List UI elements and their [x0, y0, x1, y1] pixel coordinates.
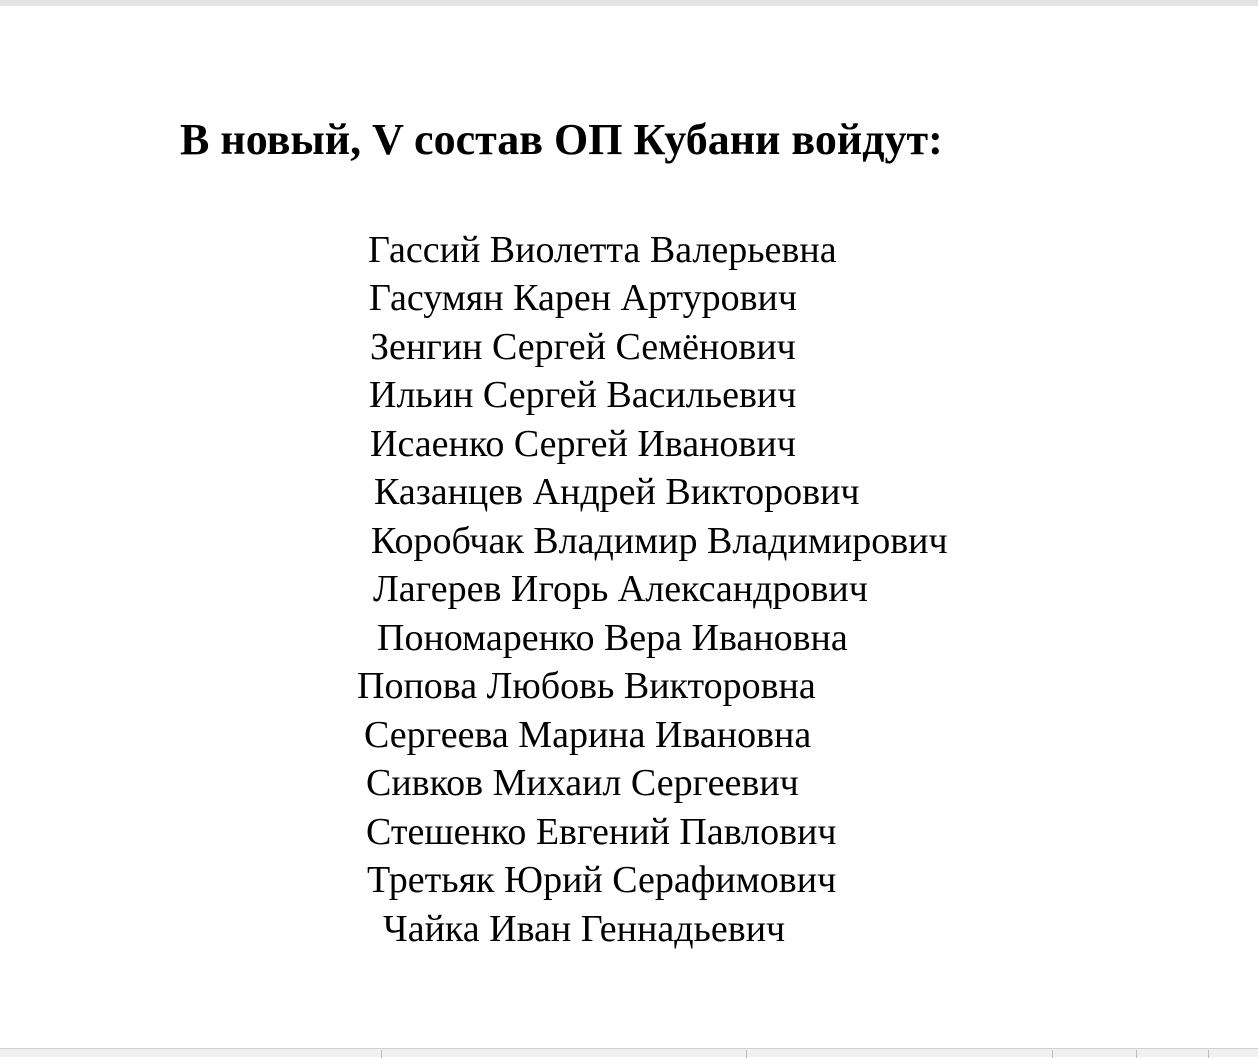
- member-name: Коробчак Владимир Владимирович: [371, 520, 948, 562]
- member-name: Сивков Михаил Сергеевич: [366, 762, 799, 804]
- member-name: Гасумян Карен Артурович: [369, 277, 797, 319]
- member-name: Третьяк Юрий Серафимович: [367, 859, 837, 901]
- member-name: Чайка Иван Геннадьевич: [383, 908, 786, 950]
- member-name: Стешенко Евгений Павлович: [366, 811, 837, 853]
- status-bar: [0, 1048, 1258, 1057]
- member-name: Пономаренко Вера Ивановна: [377, 617, 848, 659]
- member-name: Попова Любовь Викторовна: [357, 665, 816, 707]
- member-name: Исаенко Сергей Иванович: [370, 423, 796, 465]
- member-name: Зенгин Сергей Семёнович: [370, 326, 796, 368]
- document-page[interactable]: [0, 6, 1258, 1048]
- member-name: Гассий Виолетта Валерьевна: [368, 229, 837, 271]
- member-name: Ильин Сергей Васильевич: [369, 374, 797, 416]
- member-name: Лагерев Игорь Александрович: [373, 568, 868, 610]
- document-title: В новый, V состав ОП Кубани войдут:: [180, 115, 943, 164]
- member-name: Сергеева Марина Ивановна: [364, 714, 812, 756]
- member-name: Казанцев Андрей Викторович: [374, 471, 860, 513]
